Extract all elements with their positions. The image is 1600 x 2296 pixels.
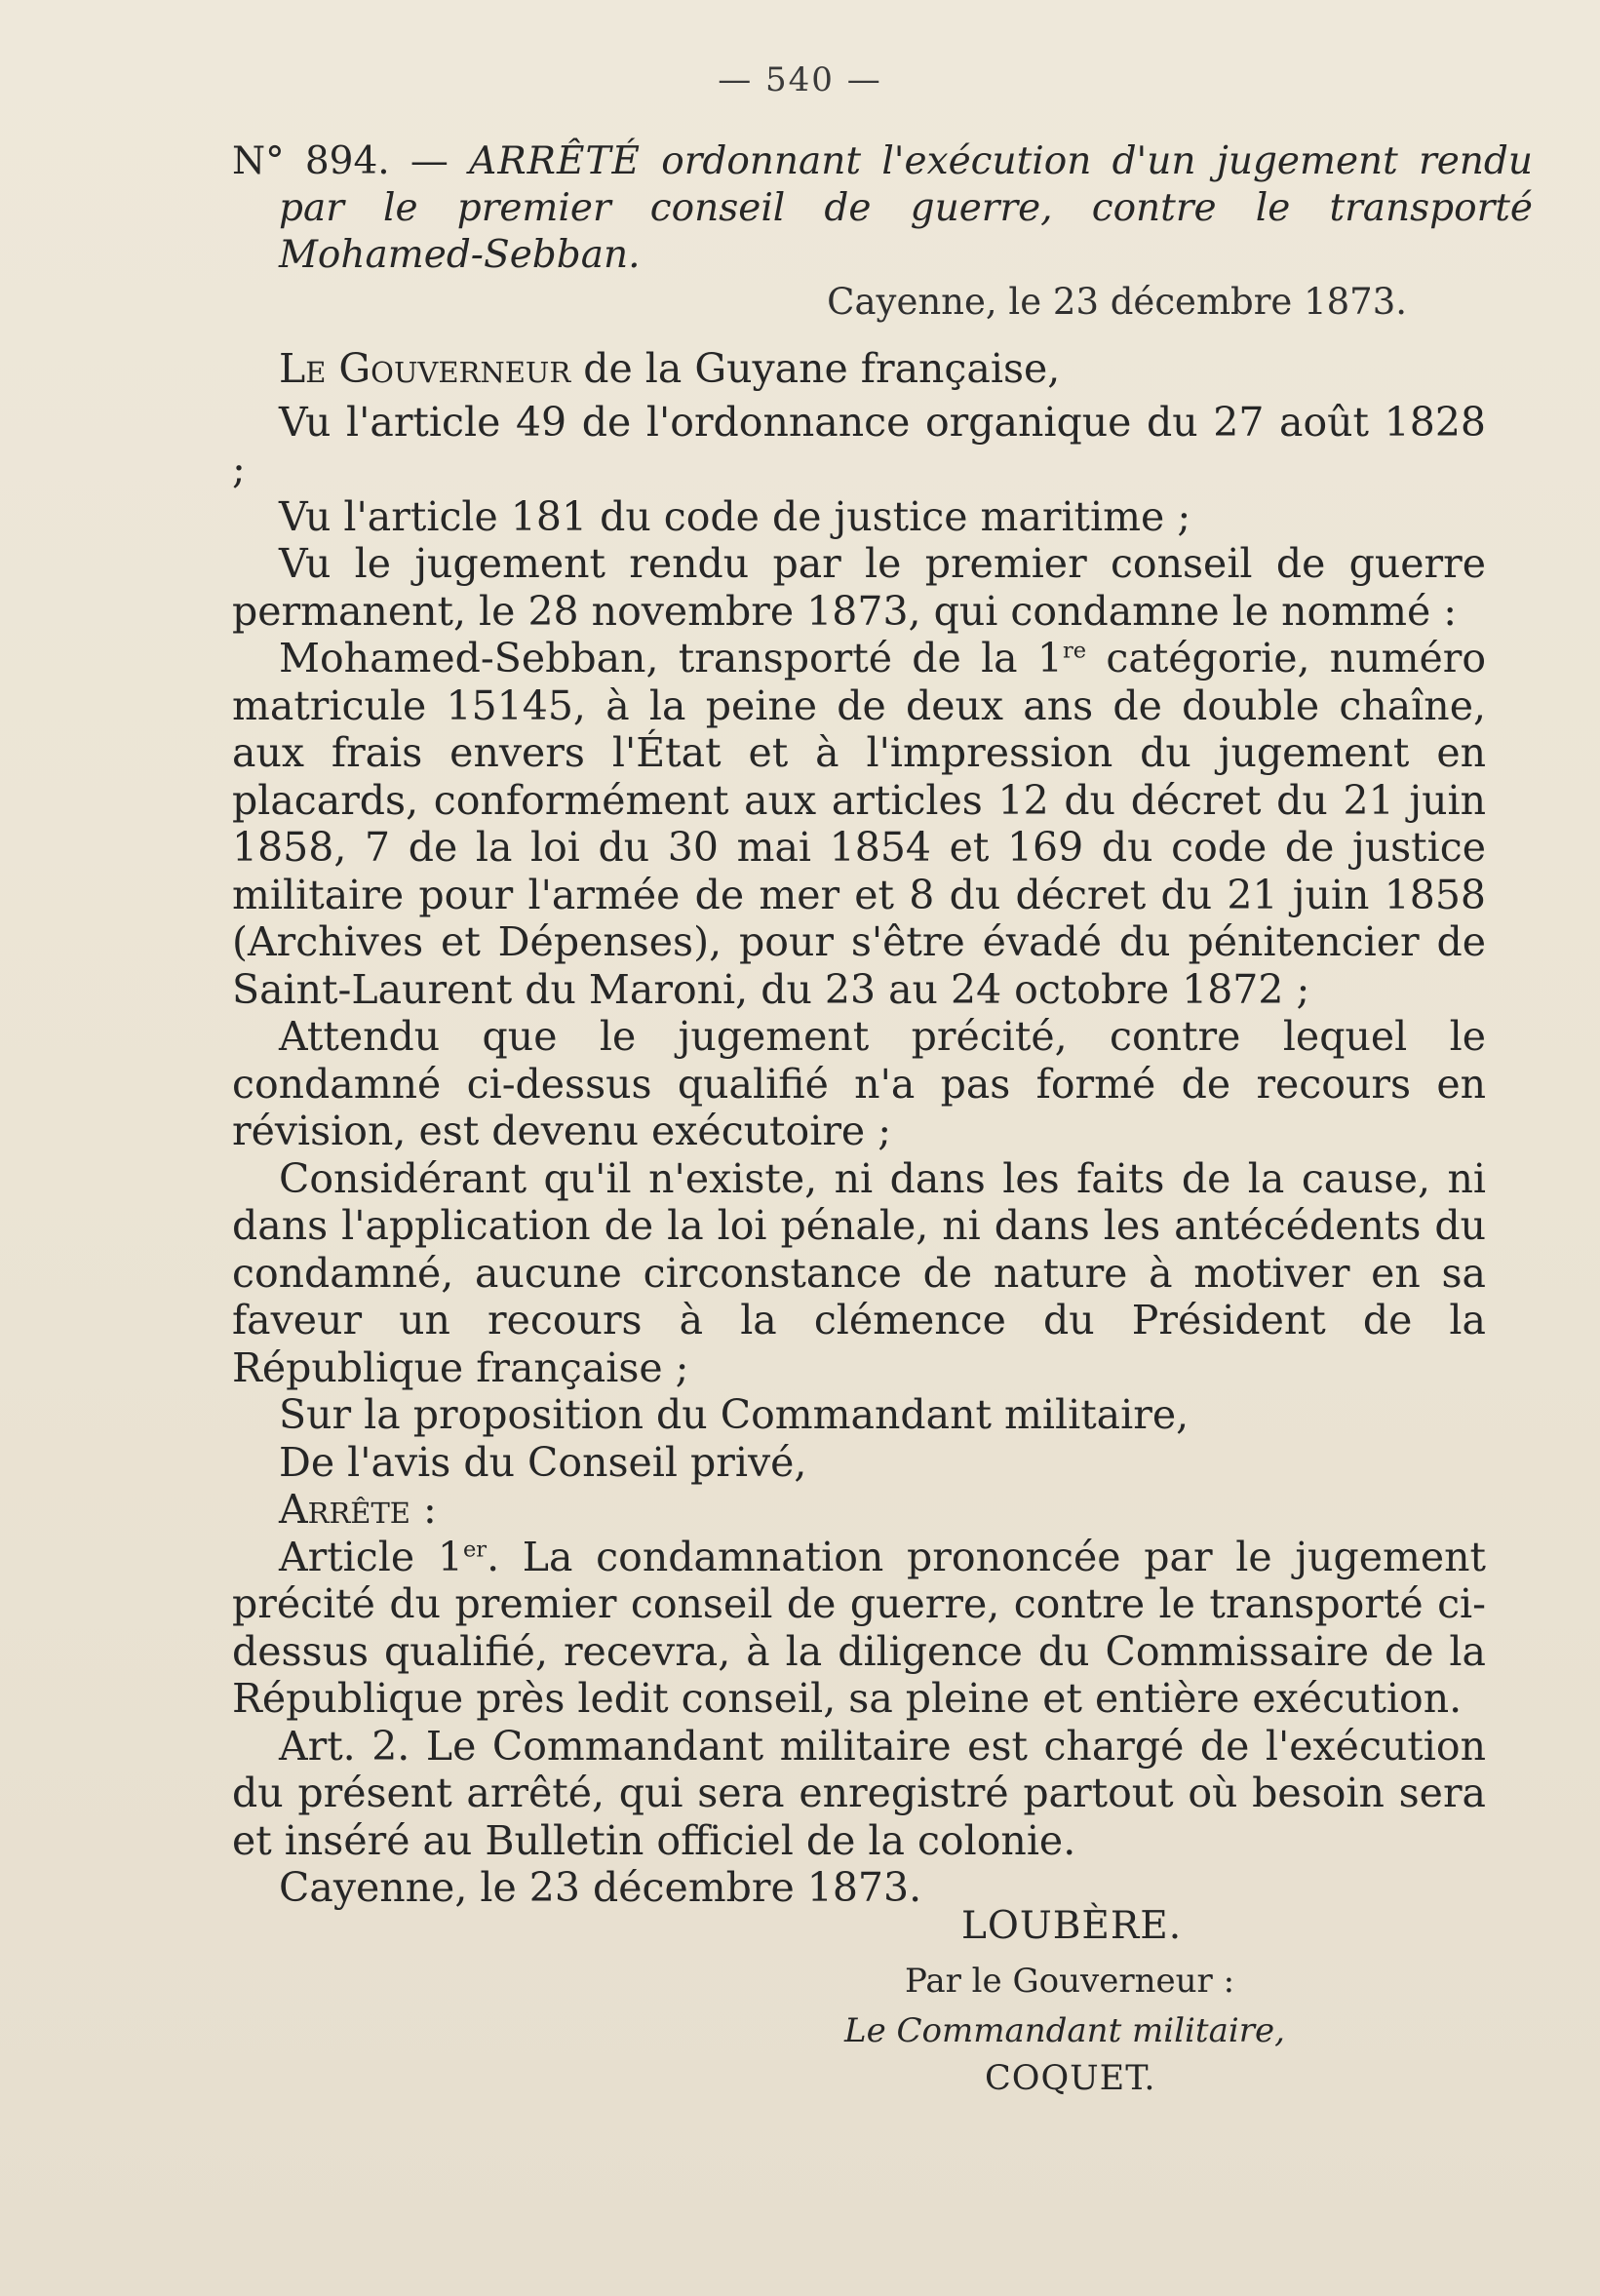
gouverneur-title: Le Gouverneur [279, 345, 571, 392]
attendu-paragraph: Attendu que le jugement précité, contre lequel le condamné ci-dessus qualifié n'a pas formé de recours en révision, est devenu exécutoire ; [232, 1013, 1486, 1154]
article-1: Article 1er. La condamnation prononcée par le jugement précité du premier conseil de guerre, contre le transporté ci-dessus qualifié, recevra, à la diligence du Commissaire de la République près ledit conseil, sa pleine et entière exécution. [232, 1533, 1486, 1722]
page-number: — 540 — [718, 60, 882, 99]
decree-number: N° 894. — [232, 139, 470, 183]
avis-paragraph: De l'avis du Conseil privé, [279, 1438, 807, 1486]
signature-name: LOUBÈRE. [961, 1904, 1183, 1948]
signature-name-2: COQUET. [985, 2059, 1156, 2098]
proposition-paragraph: Sur la proposition du Commandant militaire, [279, 1391, 1190, 1438]
arrete-line: Arrête : [279, 1486, 437, 1533]
considerant-paragraph: Considérant qu'il n'existe, ni dans les faits de la cause, ni dans l'application de la loi pénale, ni dans les antécédents du condamné, aucune circonstance de nature à motiver en sa faveur un recours à la clémence du Président de la République française ; [232, 1154, 1486, 1391]
gouverneur-line: Le Gouverneur de la Guyane française, [279, 345, 1061, 392]
vu-paragraph-2: Vu l'article 181 du code de justice maritime ; [279, 492, 1191, 540]
decree-title: ARRÊTÉ [469, 139, 642, 183]
article-2: Art. 2. Le Commandant militaire est chargé de l'exécution du présent arrêté, qui sera enregistré partout où besoin sera et inséré au Bulletin officiel de la colonie. [232, 1722, 1486, 1864]
place-date-bottom: Cayenne, le 23 décembre 1873. [279, 1864, 922, 1911]
decree-heading [232, 138, 1533, 279]
decree-subject: ordonnant l'exécution d'un jugement rendu par le premier conseil de guerre, contre le transporté Mohamed-Sebban. [279, 139, 1534, 277]
mohamed-paragraph: Mohamed-Sebban, transporté de la 1re catégorie, numéro matricule 15145, à la peine de deux ans de double chaîne, aux frais envers l'État et à l'impression du jugement en placards, conformément aux articles 12 du décret du 21 juin 1858, 7 de la loi du 30 mai 1854 et 169 du code de justice militaire pour l'armée de mer et 8 du décret du 21 juin 1858 (Archives et Dépenses), pour s'être évadé du pénitencier de Saint-Laurent du Maroni, du 23 au 24 octobre 1872 ; [232, 635, 1487, 1013]
vu-paragraph-3: Vu le jugement rendu par le premier conseil de guerre permanent, le 28 novembre 1873, qui condamne le nommé : [232, 540, 1486, 635]
signature-par: Par le Gouverneur : [905, 1962, 1235, 2001]
place-date-top: Cayenne, le 23 décembre 1873. [827, 281, 1407, 323]
vu-paragraph-1: Vu l'article 49 de l'ordonnance organique du 27 août 1828 ; [232, 398, 1486, 492]
signature-role: Le Commandant militaire, [844, 2011, 1285, 2050]
decree-body [232, 345, 1486, 1912]
arrete-word: Arrête [279, 1486, 410, 1533]
